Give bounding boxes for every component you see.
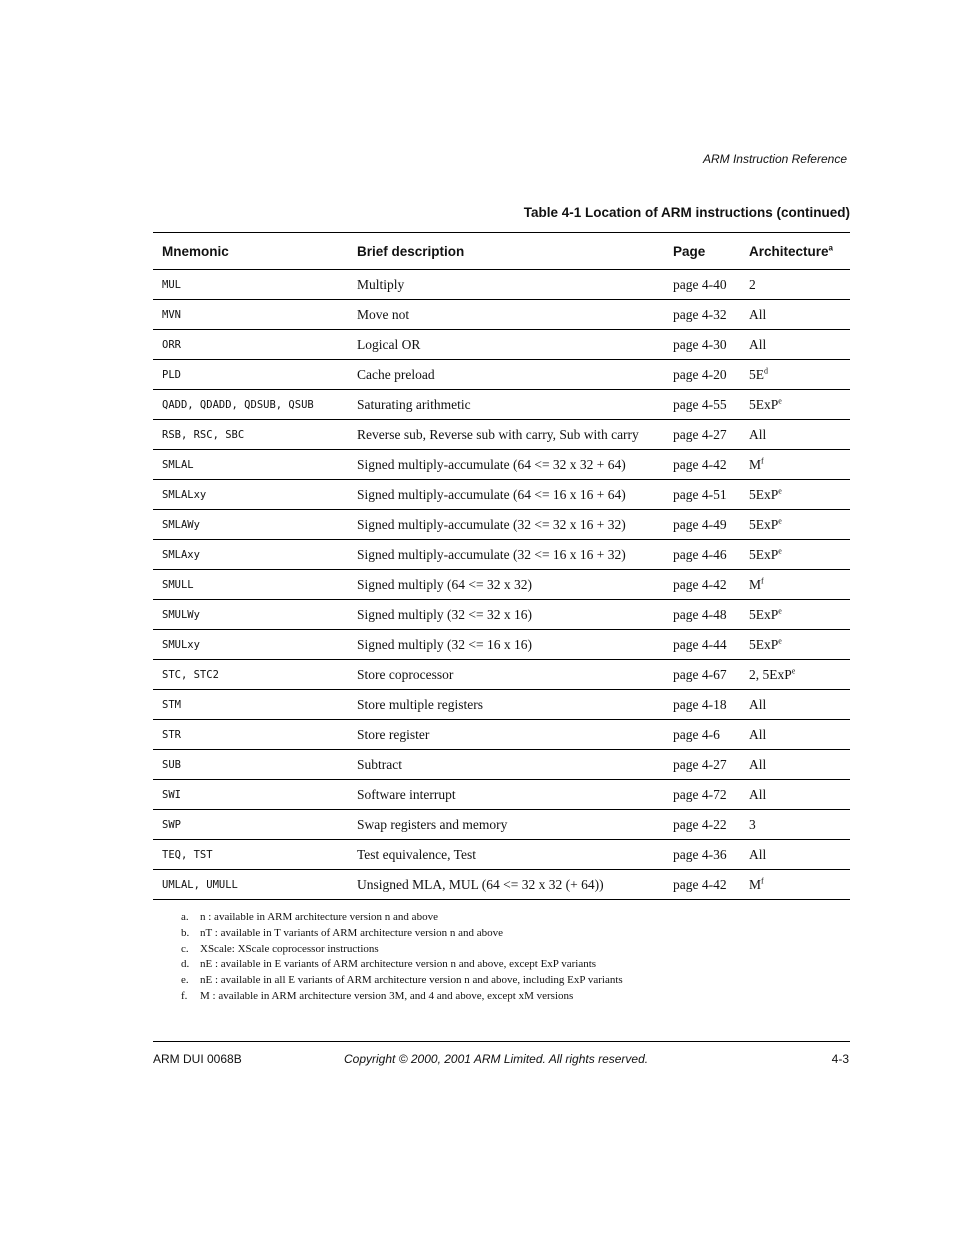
architecture-cell <box>740 840 850 870</box>
table-row <box>153 660 850 690</box>
architecture-value: 2, 5ExP <box>749 666 792 682</box>
footnote-text: XScale: XScale coprocessor instructions <box>200 942 379 955</box>
description-cell: Signed multiply (32 <= 32 x 16) <box>348 600 664 630</box>
description-cell: Move not <box>348 300 664 330</box>
mnemonic-cell: ORR <box>153 330 348 360</box>
table-row <box>153 630 850 660</box>
description-cell: Reverse sub, Reverse sub with carry, Sub with carry <box>348 420 664 450</box>
footnote-mark: e <box>791 666 796 675</box>
footnote-letter: d. <box>181 958 190 971</box>
copyright-notice: Copyright © 2000, 2001 ARM Limited. All rights reserved. <box>344 1052 649 1066</box>
footnote-item <box>181 926 623 942</box>
footnote-mark: a <box>828 243 833 252</box>
footnote-letter: a. <box>181 911 189 923</box>
architecture-cell <box>740 480 850 510</box>
architecture-cell <box>740 570 850 600</box>
table-row <box>153 330 850 360</box>
architecture-cell <box>740 450 850 480</box>
footer-rule <box>153 1041 850 1042</box>
mnemonic-cell: SUB <box>153 750 348 780</box>
architecture-cell <box>740 690 850 720</box>
architecture-value: All <box>749 306 767 322</box>
mnemonic-cell: MUL <box>153 270 348 300</box>
description-cell: Signed multiply-accumulate (64 <= 32 x 32 + 64) <box>348 450 664 480</box>
mnemonic-cell: STR <box>153 720 348 750</box>
page-ref-cell: page 4-18 <box>664 690 740 720</box>
architecture-value: 5ExP <box>749 516 779 532</box>
architecture-value: All <box>749 726 767 742</box>
footnote-item <box>181 989 623 1005</box>
description-cell: Signed multiply-accumulate (64 <= 16 x 16 + 64) <box>348 480 664 510</box>
architecture-value: All <box>749 756 767 772</box>
footnotes <box>181 910 623 1005</box>
mnemonic-cell: SMULL <box>153 570 348 600</box>
architecture-cell <box>740 390 850 420</box>
page-ref-cell: page 4-49 <box>664 510 740 540</box>
architecture-value: M <box>749 456 762 472</box>
table-body <box>153 270 850 900</box>
table-row <box>153 480 850 510</box>
description-cell: Store register <box>348 720 664 750</box>
architecture-cell <box>740 330 850 360</box>
architecture-value: All <box>749 786 767 802</box>
architecture-cell <box>740 750 850 780</box>
column-header-mnemonic: Mnemonic <box>153 233 348 270</box>
description-cell: Store multiple registers <box>348 690 664 720</box>
architecture-value: All <box>749 696 767 712</box>
architecture-value: 5ExP <box>749 396 779 412</box>
page-ref-cell: page 4-32 <box>664 300 740 330</box>
mnemonic-cell: SMULxy <box>153 630 348 660</box>
mnemonic-cell: MVN <box>153 300 348 330</box>
mnemonic-cell: SMLAWy <box>153 510 348 540</box>
architecture-cell <box>740 810 850 840</box>
footnote-text: nT : available in T variants of ARM architecture version n and above <box>200 926 504 939</box>
footnote-mark: d <box>764 366 768 375</box>
architecture-value: 3 <box>749 816 756 832</box>
architecture-cell <box>740 540 850 570</box>
page-ref-cell: page 4-27 <box>664 750 740 780</box>
table-row <box>153 600 850 630</box>
mnemonic-cell: SWI <box>153 780 348 810</box>
column-header-architecture <box>740 233 850 270</box>
architecture-cell <box>740 780 850 810</box>
architecture-value: All <box>749 426 767 442</box>
table-row <box>153 810 850 840</box>
description-cell: Store coprocessor <box>348 660 664 690</box>
architecture-cell <box>740 720 850 750</box>
table-row <box>153 510 850 540</box>
mnemonic-cell: PLD <box>153 360 348 390</box>
architecture-value: M <box>749 876 762 892</box>
table-row <box>153 420 850 450</box>
table-row <box>153 300 850 330</box>
architecture-value: 5ExP <box>749 546 779 562</box>
page-ref-cell: page 4-51 <box>664 480 740 510</box>
page-ref-cell: page 4-72 <box>664 780 740 810</box>
page-ref-cell: page 4-42 <box>664 450 740 480</box>
description-cell: Signed multiply (64 <= 32 x 32) <box>348 570 664 600</box>
footnote-letter: c. <box>181 942 189 955</box>
footnote-letter: f. <box>181 989 188 1002</box>
architecture-cell <box>740 870 850 900</box>
architecture-value: 5E <box>749 366 764 382</box>
column-header-description: Brief description <box>348 233 664 270</box>
description-cell: Signed multiply-accumulate (32 <= 32 x 16 + 32) <box>348 510 664 540</box>
table-row <box>153 450 850 480</box>
column-header-page: Page <box>664 233 740 270</box>
page-ref-cell: page 4-44 <box>664 630 740 660</box>
running-header: ARM Instruction Reference <box>702 152 847 166</box>
page-ref-cell: page 4-22 <box>664 810 740 840</box>
footnote-letter: e. <box>181 974 189 987</box>
footnote-mark: e <box>778 486 782 495</box>
description-cell: Saturating arithmetic <box>348 390 664 420</box>
description-cell: Software interrupt <box>348 780 664 810</box>
description-cell: Test equivalence, Test <box>348 840 664 870</box>
table-row <box>153 570 850 600</box>
architecture-cell <box>740 660 850 690</box>
mnemonic-cell: STC, STC2 <box>153 660 348 690</box>
footnote-item <box>181 942 623 958</box>
table-row <box>153 780 850 810</box>
mnemonic-cell: SMULWy <box>153 600 348 630</box>
page-ref-cell: page 4-42 <box>664 870 740 900</box>
table-row <box>153 750 850 780</box>
table-row <box>153 540 850 570</box>
table-header-row <box>153 233 850 270</box>
description-cell: Cache preload <box>348 360 664 390</box>
footnote-item <box>181 957 623 973</box>
footnote-mark: e <box>778 546 782 555</box>
page-ref-cell: page 4-48 <box>664 600 740 630</box>
table-row <box>153 870 850 900</box>
table-caption: Table 4-1 Location of ARM instructions (continued) <box>523 205 850 220</box>
architecture-value: All <box>749 336 767 352</box>
mnemonic-cell: SMLAxy <box>153 540 348 570</box>
description-cell: Unsigned MLA, MUL (64 <= 32 x 32 (+ 64)) <box>348 870 664 900</box>
footnote-mark: f <box>761 576 764 585</box>
mnemonic-cell: SMLAL <box>153 450 348 480</box>
footnote-mark: f <box>761 876 764 885</box>
description-cell: Swap registers and memory <box>348 810 664 840</box>
description-cell: Logical OR <box>348 330 664 360</box>
table-row <box>153 390 850 420</box>
architecture-cell <box>740 630 850 660</box>
page-ref-cell: page 4-36 <box>664 840 740 870</box>
page-ref-cell: page 4-20 <box>664 360 740 390</box>
footnote-text: M : available in ARM architecture version 3M, and 4 and above, except xM versions <box>200 989 574 1002</box>
footnote-letter: b. <box>181 926 190 939</box>
table-row <box>153 840 850 870</box>
mnemonic-cell: UMLAL, UMULL <box>153 870 348 900</box>
footnote-mark: f <box>761 456 764 465</box>
description-cell: Signed multiply (32 <= 16 x 16) <box>348 630 664 660</box>
architecture-cell <box>740 360 850 390</box>
footnote-mark: e <box>778 516 782 525</box>
architecture-cell <box>740 420 850 450</box>
page-ref-cell: page 4-6 <box>664 720 740 750</box>
architecture-value: 5ExP <box>749 486 779 502</box>
architecture-value: M <box>749 576 762 592</box>
table-row <box>153 360 850 390</box>
mnemonic-cell: RSB, RSC, SBC <box>153 420 348 450</box>
architecture-value: 2 <box>749 276 756 292</box>
table-row <box>153 270 850 300</box>
footnote-mark: e <box>778 636 782 645</box>
architecture-label: Architecture <box>749 243 829 259</box>
architecture-cell <box>740 510 850 540</box>
page-ref-cell: page 4-67 <box>664 660 740 690</box>
footnote-text: nE : available in E variants of ARM architecture version n and above, except ExP variants <box>200 958 597 971</box>
footnote-item <box>181 910 623 926</box>
architecture-cell <box>740 270 850 300</box>
page-number: 4-3 <box>831 1052 849 1066</box>
architecture-value: All <box>749 846 767 862</box>
mnemonic-cell: TEQ, TST <box>153 840 348 870</box>
description-cell: Subtract <box>348 750 664 780</box>
architecture-value: 5ExP <box>749 606 779 622</box>
mnemonic-cell: SMLALxy <box>153 480 348 510</box>
page-ref-cell: page 4-40 <box>664 270 740 300</box>
table-row <box>153 720 850 750</box>
architecture-cell <box>740 300 850 330</box>
page-ref-cell: page 4-27 <box>664 420 740 450</box>
page-ref-cell: page 4-30 <box>664 330 740 360</box>
architecture-cell <box>740 600 850 630</box>
footnote-text: n : available in ARM architecture version n and above <box>200 911 438 923</box>
architecture-value: 5ExP <box>749 636 779 652</box>
mnemonic-cell: STM <box>153 690 348 720</box>
page-ref-cell: page 4-42 <box>664 570 740 600</box>
page-ref-cell: page 4-55 <box>664 390 740 420</box>
table-row <box>153 690 850 720</box>
mnemonic-cell: SWP <box>153 810 348 840</box>
page-ref-cell: page 4-46 <box>664 540 740 570</box>
mnemonic-cell: QADD, QDADD, QDSUB, QSUB <box>153 390 348 420</box>
description-cell: Multiply <box>348 270 664 300</box>
description-cell: Signed multiply-accumulate (32 <= 16 x 16 + 32) <box>348 540 664 570</box>
footnote-mark: e <box>778 606 782 615</box>
instruction-table <box>153 232 850 900</box>
footnote-item <box>181 973 623 989</box>
footnote-text: nE : available in all E variants of ARM architecture version n and above, including ExP variants <box>200 974 623 987</box>
document-id: ARM DUI 0068B <box>153 1052 242 1066</box>
footnote-mark: e <box>778 396 782 405</box>
